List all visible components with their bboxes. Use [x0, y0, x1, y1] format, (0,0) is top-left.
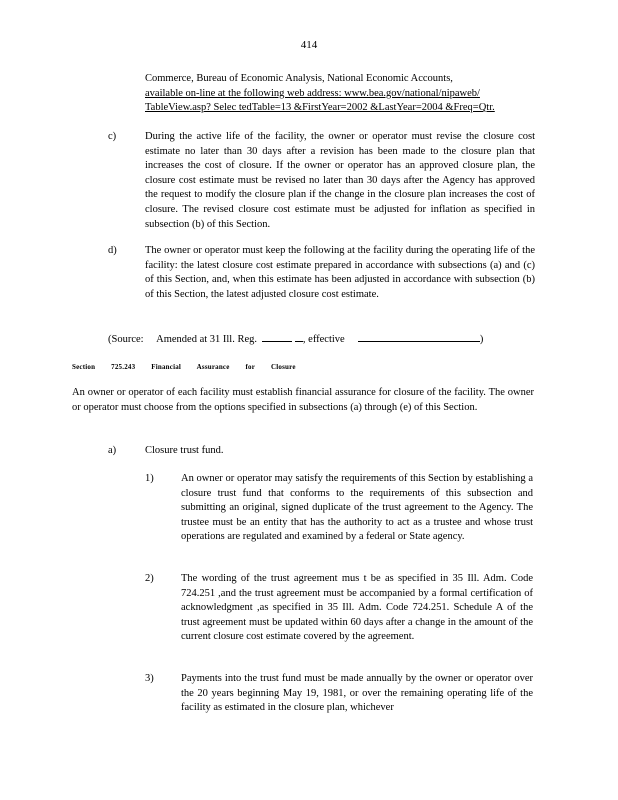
source-close: )	[479, 334, 484, 345]
section-title-3: for	[245, 363, 256, 371]
source-note	[108, 331, 538, 348]
item-a-label: a)	[108, 445, 117, 456]
item-c-text: During the active life of the facility, the owner or operator must revise the closure cost estimate no later than 30 days after a revision has been made to the closure plan that increases the cost of closure. If the owner or operator has an approved closure plan, the closure cost estimate must be revised no later than 30 days after the Agency has approved the request to modify the closure plan if the change in the closure plan increases the cost of closure. The revised closure cost estimate must be adjusted for inflation as specified in subsection (b) of this Section.	[145, 131, 535, 230]
subitem-text: An owner or operator may satisfy the requirements of this Section by establishing a closure trust fund that conforms to the requirements of this subsection and submitting an original, signed duplicate of the trust agreement to the Agency. The trustee must be an entity that has the authority to act as a trustee and whose trust operations are regulated and examined by a federal or State agency.	[181, 473, 533, 543]
subitem-label: 3)	[145, 673, 154, 684]
section-heading	[72, 360, 310, 375]
item-d-label: d)	[108, 245, 117, 256]
subitem-label: 1)	[145, 473, 154, 484]
section-title-1: Financial	[151, 363, 182, 371]
page-number: 414	[300, 39, 318, 51]
section-number: 725.243	[111, 363, 136, 371]
subitem-text: Payments into the trust fund must be made annually by the owner or operator over the 20 years beginning May 19, 1981, or over the remaining operating life of the facility as estimated in the closure plan, whichever	[181, 673, 533, 714]
section-title-4: Closure	[271, 363, 296, 371]
source-effective: , effective	[302, 334, 345, 345]
carryover-line-2: available on-line at the following web address: www.bea.gov/national/nipaweb/	[145, 87, 480, 99]
volume-blank	[262, 331, 292, 342]
section-label: Section	[72, 363, 96, 371]
subitem-text: The wording of the trust agreement mus t be as specified in 35 Ill. Adm. Code 724.251 ,and the trust agreement must be accompanied by a formal certification of acknowledgment ,as specified in 35 Ill. Adm. Code 724.251. Schedule A of the trust agreement must be updated within 60 days after a change in the amount of the current closure cost estimate covered by the agreement.	[181, 573, 533, 643]
intro-paragraph: An owner or operator of each facility must establish financial assurance for closure of the facility. The owner or operator must choose from the options specified in subsections (a) through (e) of this Section.	[72, 387, 534, 413]
source-prefix: (Source:	[108, 334, 144, 345]
carryover-paragraph	[145, 72, 535, 116]
carryover-line-1: Commerce, Bureau of Economic Analysis, National Economic Accounts,	[145, 73, 453, 84]
carryover-line-3: TableView.asp? Selec tedTable=13 &FirstYear=2002 &LastYear=2004 &Freq=Qtr.	[145, 102, 495, 114]
source-amended: Amended at 31 Ill. Reg.	[156, 334, 258, 345]
item-c-label: c)	[108, 131, 117, 142]
effective-date-blank	[358, 331, 480, 342]
item-d-text: The owner or operator must keep the following at the facility during the operating life of the facility: the latest closure cost estimate prepared in accordance with subsections (a) and (c) of this Section, and, when this estimate has been adjusted in accordance with subsection (b) of this Section, the latest adjusted closure cost estimate.	[145, 245, 535, 300]
item-a-heading: Closure trust fund.	[145, 445, 224, 456]
section-title-2: Assurance	[196, 363, 230, 371]
volume-blank-2	[295, 331, 303, 342]
subitem-label: 2)	[145, 573, 154, 584]
